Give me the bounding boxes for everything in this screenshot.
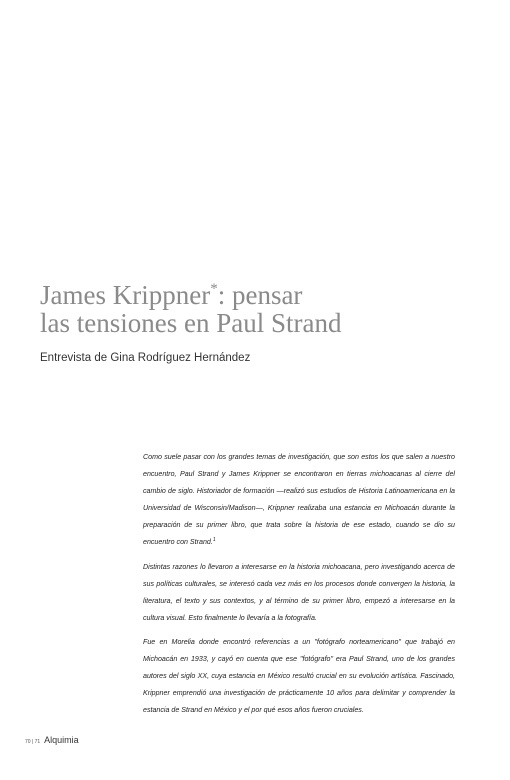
article-title-line-1 <box>40 281 480 309</box>
body-paragraph: Fue en Morelia donde encontró referencias a un "fotógrafo norteamericano" que trabajó en Michoacán en 1933, y cayó en cuenta que ese "fotógrafo" era Paul Strand, uno de los grandes autores del siglo XX, cuya estancia en México resultó crucial en su evolución artística. Fascinado, Krippner emprendió una investigación de prácticamente 10 años para delimitar y comprender la estancia de Strand en México y el por qué esos años fueron cruciales. <box>143 637 455 715</box>
body-paragraph <box>143 449 455 552</box>
article-subtitle: Entrevista de Gina Rodríguez Hernández <box>40 352 251 364</box>
footnote-ref: 1 <box>212 537 216 544</box>
article-title <box>40 281 480 337</box>
paragraph-1-text: Como suele pasar con los grandes temas de investigación, que son estos los que salen a nuestro encuentro, Paul Strand y James Krippner se encontraron en tierras michoacanas al cierre del cambio de siglo. Historiador de formación —realizó sus estudios de Historia Latinoamericana en la Universidad de Wisconsin/Madison—, Krippner realizaba una estancia en Michoacán durante la preparación de su primer libro, que trata sobre la historia de ese estado, cuando se dio su encuentro con Strand. <box>143 453 455 547</box>
title-author: James Krippner <box>40 280 211 310</box>
page-footer <box>25 734 79 748</box>
journal-name: Alquimia <box>44 735 79 745</box>
title-line-1-rest: : pensar <box>217 280 303 310</box>
article-body <box>143 449 455 726</box>
title-footnote-mark: * <box>210 281 218 297</box>
page-numbers: 70 | 71 <box>25 739 41 745</box>
article-title-line-2: las tensiones en Paul Strand <box>40 308 342 338</box>
body-paragraph: Distintas razones lo llevaron a interesarse en la historia michoacana, pero investigando acerca de sus políticas culturales, se interesó cada vez más en los procesos donde convergen la historia, la literatura, el texto y sus contextos, y al término de su primer libro, empezó a interesarse en la cultura visual. Esto finalmente lo llevaría a la fotografía. <box>143 562 455 622</box>
